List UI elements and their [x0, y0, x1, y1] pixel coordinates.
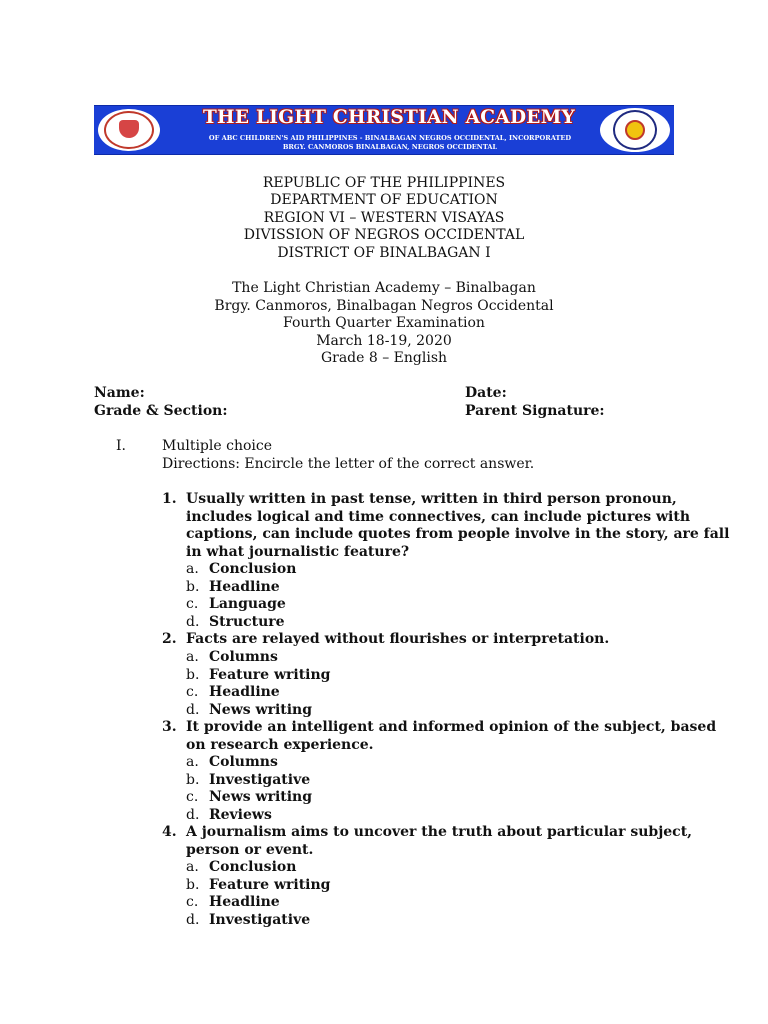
option-text[interactable]: Headline: [209, 894, 280, 910]
question-number: 1.: [162, 491, 177, 507]
header-line-republic: REPUBLIC OF THE PHILIPPINES: [262, 175, 506, 191]
option-text[interactable]: Feature writing: [209, 877, 331, 893]
option-text[interactable]: Columns: [209, 754, 278, 770]
banner-subtitle-2: BRGY. CANMOROS BINALBAGAN, NEGROS OCCIDENTAL: [282, 143, 498, 151]
question-text-line: Facts are relayed without flourishes or interpretation.: [186, 631, 610, 647]
section-number: I.: [116, 438, 126, 454]
question-text-line: It provide an intelligent and informed opinion of the subject, based: [186, 719, 717, 735]
question-number: 4.: [162, 824, 177, 840]
question-text-line: on research experience.: [186, 737, 374, 753]
question-text-line: in what journalistic feature?: [186, 544, 410, 560]
header-line-region: REGION VI – WESTERN VISAYAS: [263, 210, 505, 226]
exam-title: Fourth Quarter Examination: [283, 315, 485, 331]
section-directions: Directions: Encircle the letter of the correct answer.: [162, 456, 535, 472]
option-letter[interactable]: a.: [186, 859, 199, 875]
option-text[interactable]: Headline: [209, 579, 280, 595]
option-text[interactable]: Investigative: [209, 912, 311, 928]
header-line-division: DIVISSION OF NEGROS OCCIDENTAL: [243, 227, 525, 243]
option-letter[interactable]: a.: [186, 649, 199, 665]
option-letter[interactable]: b.: [186, 772, 200, 788]
header-line-district: DISTRICT OF BINALBAGAN I: [277, 245, 491, 261]
question-text-line: captions, can include quotes from people involve in the story, are fall: [186, 526, 730, 542]
option-text[interactable]: Conclusion: [209, 859, 297, 875]
banner-title: THE LIGHT CHRISTIAN ACADEMY: [202, 107, 575, 128]
exam-date: March 18-19, 2020: [316, 333, 452, 349]
header-line-department: DEPARTMENT OF EDUCATION: [270, 192, 498, 208]
option-letter[interactable]: c.: [186, 894, 199, 910]
option-letter[interactable]: b.: [186, 877, 200, 893]
option-letter[interactable]: c.: [186, 789, 199, 805]
question-number: 2.: [162, 631, 177, 647]
option-letter[interactable]: d.: [186, 807, 200, 823]
option-text[interactable]: Feature writing: [209, 667, 331, 683]
option-text[interactable]: Columns: [209, 649, 278, 665]
section-title: Multiple choice: [162, 438, 272, 454]
name-field-label: Name:: [94, 385, 145, 401]
exam-school-address: Brgy. Canmoros, Binalbagan Negros Occidental: [214, 298, 554, 314]
option-letter[interactable]: d.: [186, 912, 200, 928]
question-text-line: A journalism aims to uncover the truth about particular subject,: [186, 824, 693, 840]
deped-seal-logo: [600, 108, 670, 152]
question-text-line: includes logical and time connectives, can include pictures with: [186, 509, 690, 525]
school-seal-logo: [98, 109, 160, 151]
option-text[interactable]: News writing: [209, 702, 313, 718]
option-text[interactable]: News writing: [209, 789, 313, 805]
option-text[interactable]: Conclusion: [209, 561, 297, 577]
banner-subtitle-1: OF ABC CHILDREN'S AID PHILIPPINES - BINALBAGAN NEGROS OCCIDENTAL, INCORPORATED: [208, 134, 572, 142]
question-number: 3.: [162, 719, 177, 735]
grade-section-field-label: Grade & Section:: [94, 403, 228, 419]
option-text[interactable]: Reviews: [209, 807, 272, 823]
option-letter[interactable]: d.: [186, 614, 200, 630]
option-text[interactable]: Language: [209, 596, 286, 612]
school-banner: [94, 105, 674, 155]
question-text-line: Usually written in past tense, written in third person pronoun,: [186, 491, 677, 507]
option-letter[interactable]: b.: [186, 667, 200, 683]
question-text-line: person or event.: [186, 842, 314, 858]
option-letter[interactable]: d.: [186, 702, 200, 718]
parent-signature-field-label: Parent Signature:: [465, 403, 605, 419]
option-letter[interactable]: a.: [186, 754, 199, 770]
option-letter[interactable]: c.: [186, 596, 199, 612]
option-text[interactable]: Headline: [209, 684, 280, 700]
option-text[interactable]: Structure: [209, 614, 285, 630]
date-field-label: Date:: [465, 385, 507, 401]
option-letter[interactable]: c.: [186, 684, 199, 700]
exam-school-name: The Light Christian Academy – Binalbagan: [232, 280, 536, 296]
exam-subject: Grade 8 – English: [320, 350, 448, 366]
option-letter[interactable]: b.: [186, 579, 200, 595]
option-text[interactable]: Investigative: [209, 772, 311, 788]
option-letter[interactable]: a.: [186, 561, 199, 577]
